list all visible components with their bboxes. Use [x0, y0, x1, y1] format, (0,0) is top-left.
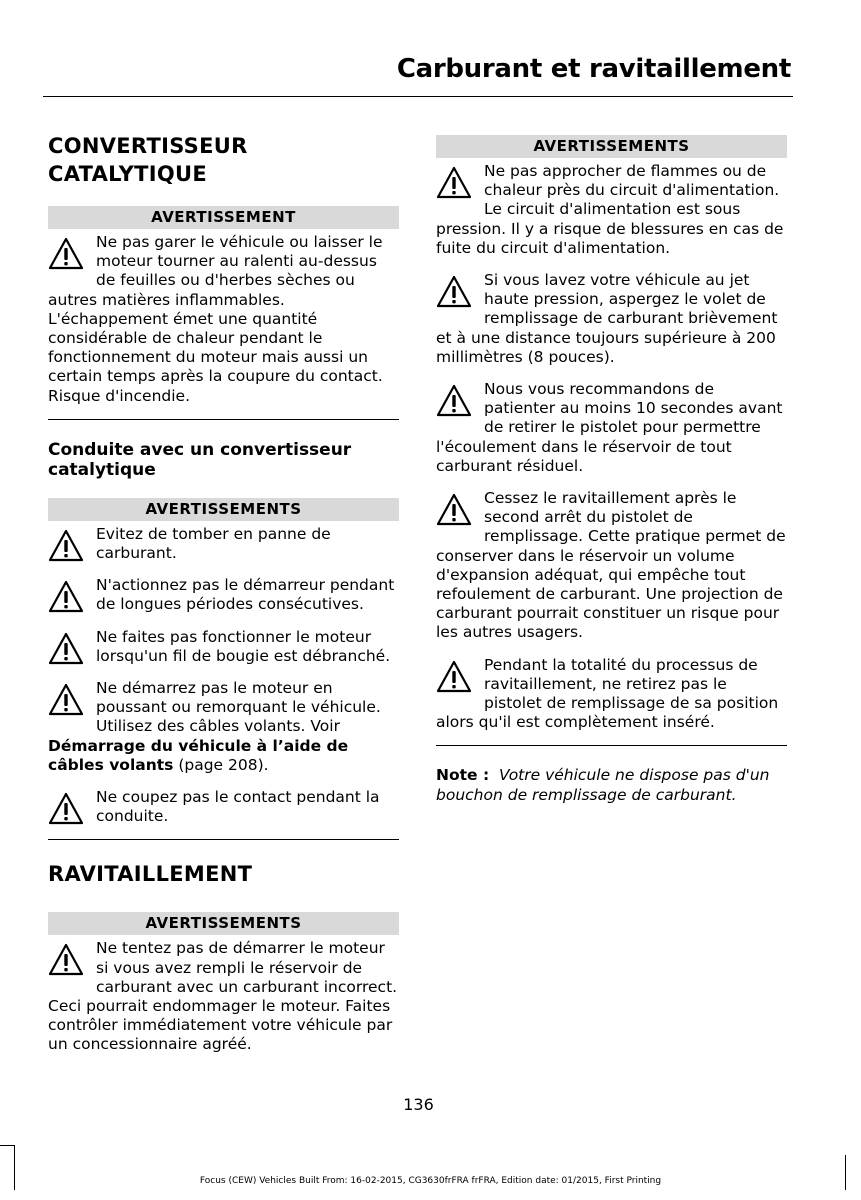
- warning-item: [48, 233, 399, 406]
- warning-item: [48, 788, 399, 826]
- warning-item: [48, 525, 399, 563]
- note-label: Note :: [436, 766, 490, 785]
- warning-triangle-icon: [436, 492, 472, 532]
- crop-mark: [0, 1145, 14, 1146]
- warning-text: Nous vous recommandons de patienter au moins 10 secondes avant de retirer le pistolet pour permettre l'écoulement dans le réservoir de tout carburant résiduel.: [436, 380, 783, 475]
- warning-triangle-icon: [48, 579, 84, 619]
- warning-text: Ne démarrez pas le moteur en poussant ou remorquant le véhicule. Utilisez des câbles volants. Voir: [96, 679, 381, 736]
- warning-text: Ne faites pas fonctionner le moteur lorsqu'un fil de bougie est débranché.: [96, 627, 391, 665]
- warning-triangle-icon: [436, 165, 472, 205]
- warning-item: [48, 679, 399, 775]
- warnings-header: AVERTISSEMENTS: [48, 498, 399, 521]
- note-text: Votre véhicule ne dispose pas d'un bouchon de remplissage de carburant.: [436, 766, 770, 804]
- warning-text: Ne coupez pas le contact pendant la conduite.: [96, 788, 380, 826]
- left-column: [48, 128, 399, 1068]
- section-divider: [48, 839, 399, 840]
- section-divider: [48, 419, 399, 420]
- warning-text: Cessez le ravitaillement après le second arrêt du pistolet de remplissage. Cette pratique permet de conserver dans le réservoir un volume d'expansion adéquat, qui empêche tout refoulement de carburant. Une projection de carburant pourrait constituer un risque pour les autres usagers.: [436, 489, 786, 642]
- warning-text: Ne tentez pas de démarrer le moteur si vous avez rempli le réservoir de carburant avec un carburant incorrect. Ceci pourrait endommager le moteur. Faites contrôler immédiatement votre véhicule par un concessionnaire agréé.: [48, 939, 398, 1054]
- warning-triangle-icon: [48, 942, 84, 982]
- warning-item: [48, 628, 399, 666]
- page-number: 136: [403, 1095, 434, 1114]
- section-title-driving: Conduite avec un convertisseur catalytique: [48, 439, 352, 480]
- warning-text: Si vous lavez votre véhicule au jet haute pression, aspergez le volet de remplissage de carburant brièvement et à une distance toujours supérieure à 200 millimètres (8 pouces).: [436, 271, 778, 366]
- warnings-header: AVERTISSEMENTS: [48, 912, 399, 935]
- warning-text: Ne pas garer le véhicule ou laisser le moteur tourner au ralenti au-dessus de feuilles ou d'herbes sèches ou autres matières inflammables. L'échappement émet une quantité considérable de chaleur pendant le fonctionnement du moteur mais aussi un certain temps après la coupure du contact. Risque d'incendie.: [48, 233, 383, 405]
- warnings-header: AVERTISSEMENTS: [436, 135, 787, 158]
- right-column: [436, 135, 787, 805]
- warning-triangle-icon: [48, 236, 84, 276]
- warning-item: [48, 576, 399, 614]
- warning-triangle-icon: [436, 274, 472, 314]
- warning-header: AVERTISSEMENT: [48, 206, 399, 229]
- section-divider: [436, 745, 787, 746]
- warning-item: [436, 489, 787, 643]
- warning-triangle-icon: [48, 631, 84, 671]
- crop-mark: [845, 1155, 846, 1190]
- crop-mark: [14, 1145, 15, 1190]
- warning-item: [436, 162, 787, 258]
- page-reference: (page 208).: [173, 755, 269, 774]
- warning-text: Evitez de tomber en panne de carburant.: [96, 524, 331, 563]
- warning-triangle-icon: [48, 528, 84, 568]
- warning-triangle-icon: [48, 791, 84, 831]
- section-title-catalytic-converter: CONVERTISSEUR CATALYTIQUE: [48, 134, 248, 186]
- warning-item: [48, 939, 399, 1054]
- warning-triangle-icon: [436, 659, 472, 699]
- header-divider: [43, 96, 793, 97]
- note: [436, 766, 787, 804]
- warning-item: [436, 271, 787, 367]
- warning-triangle-icon: [48, 682, 84, 722]
- warning-item: [436, 656, 787, 733]
- footer-text: Focus (CEW) Vehicles Built From: 16-02-2015, CG3630frFRA frFRA, Edition date: 01/2015, First Printing: [199, 1176, 662, 1186]
- warning-triangle-icon: [436, 383, 472, 423]
- cross-reference-link[interactable]: Démarrage du véhicule à l’aide de câbles volants: [48, 736, 349, 774]
- warning-text: N'actionnez pas le démarreur pendant de longues périodes consécutives.: [96, 576, 395, 614]
- section-title-refueling: RAVITAILLEMENT: [48, 862, 253, 887]
- warning-text: Pendant la totalité du processus de ravitaillement, ne retirez pas le pistolet de remplissage de sa position alors qu'il est complètement inséré.: [436, 655, 779, 732]
- warning-text: Ne pas approcher de flammes ou de chaleur près du circuit d'alimentation. Le circuit d'alimentation est sous pression. Il y a risque de blessures en cas de fuite du circuit d'alimentation.: [436, 162, 784, 257]
- page-header-title: Carburant et ravitaillement: [396, 54, 791, 84]
- warning-item: [436, 380, 787, 476]
